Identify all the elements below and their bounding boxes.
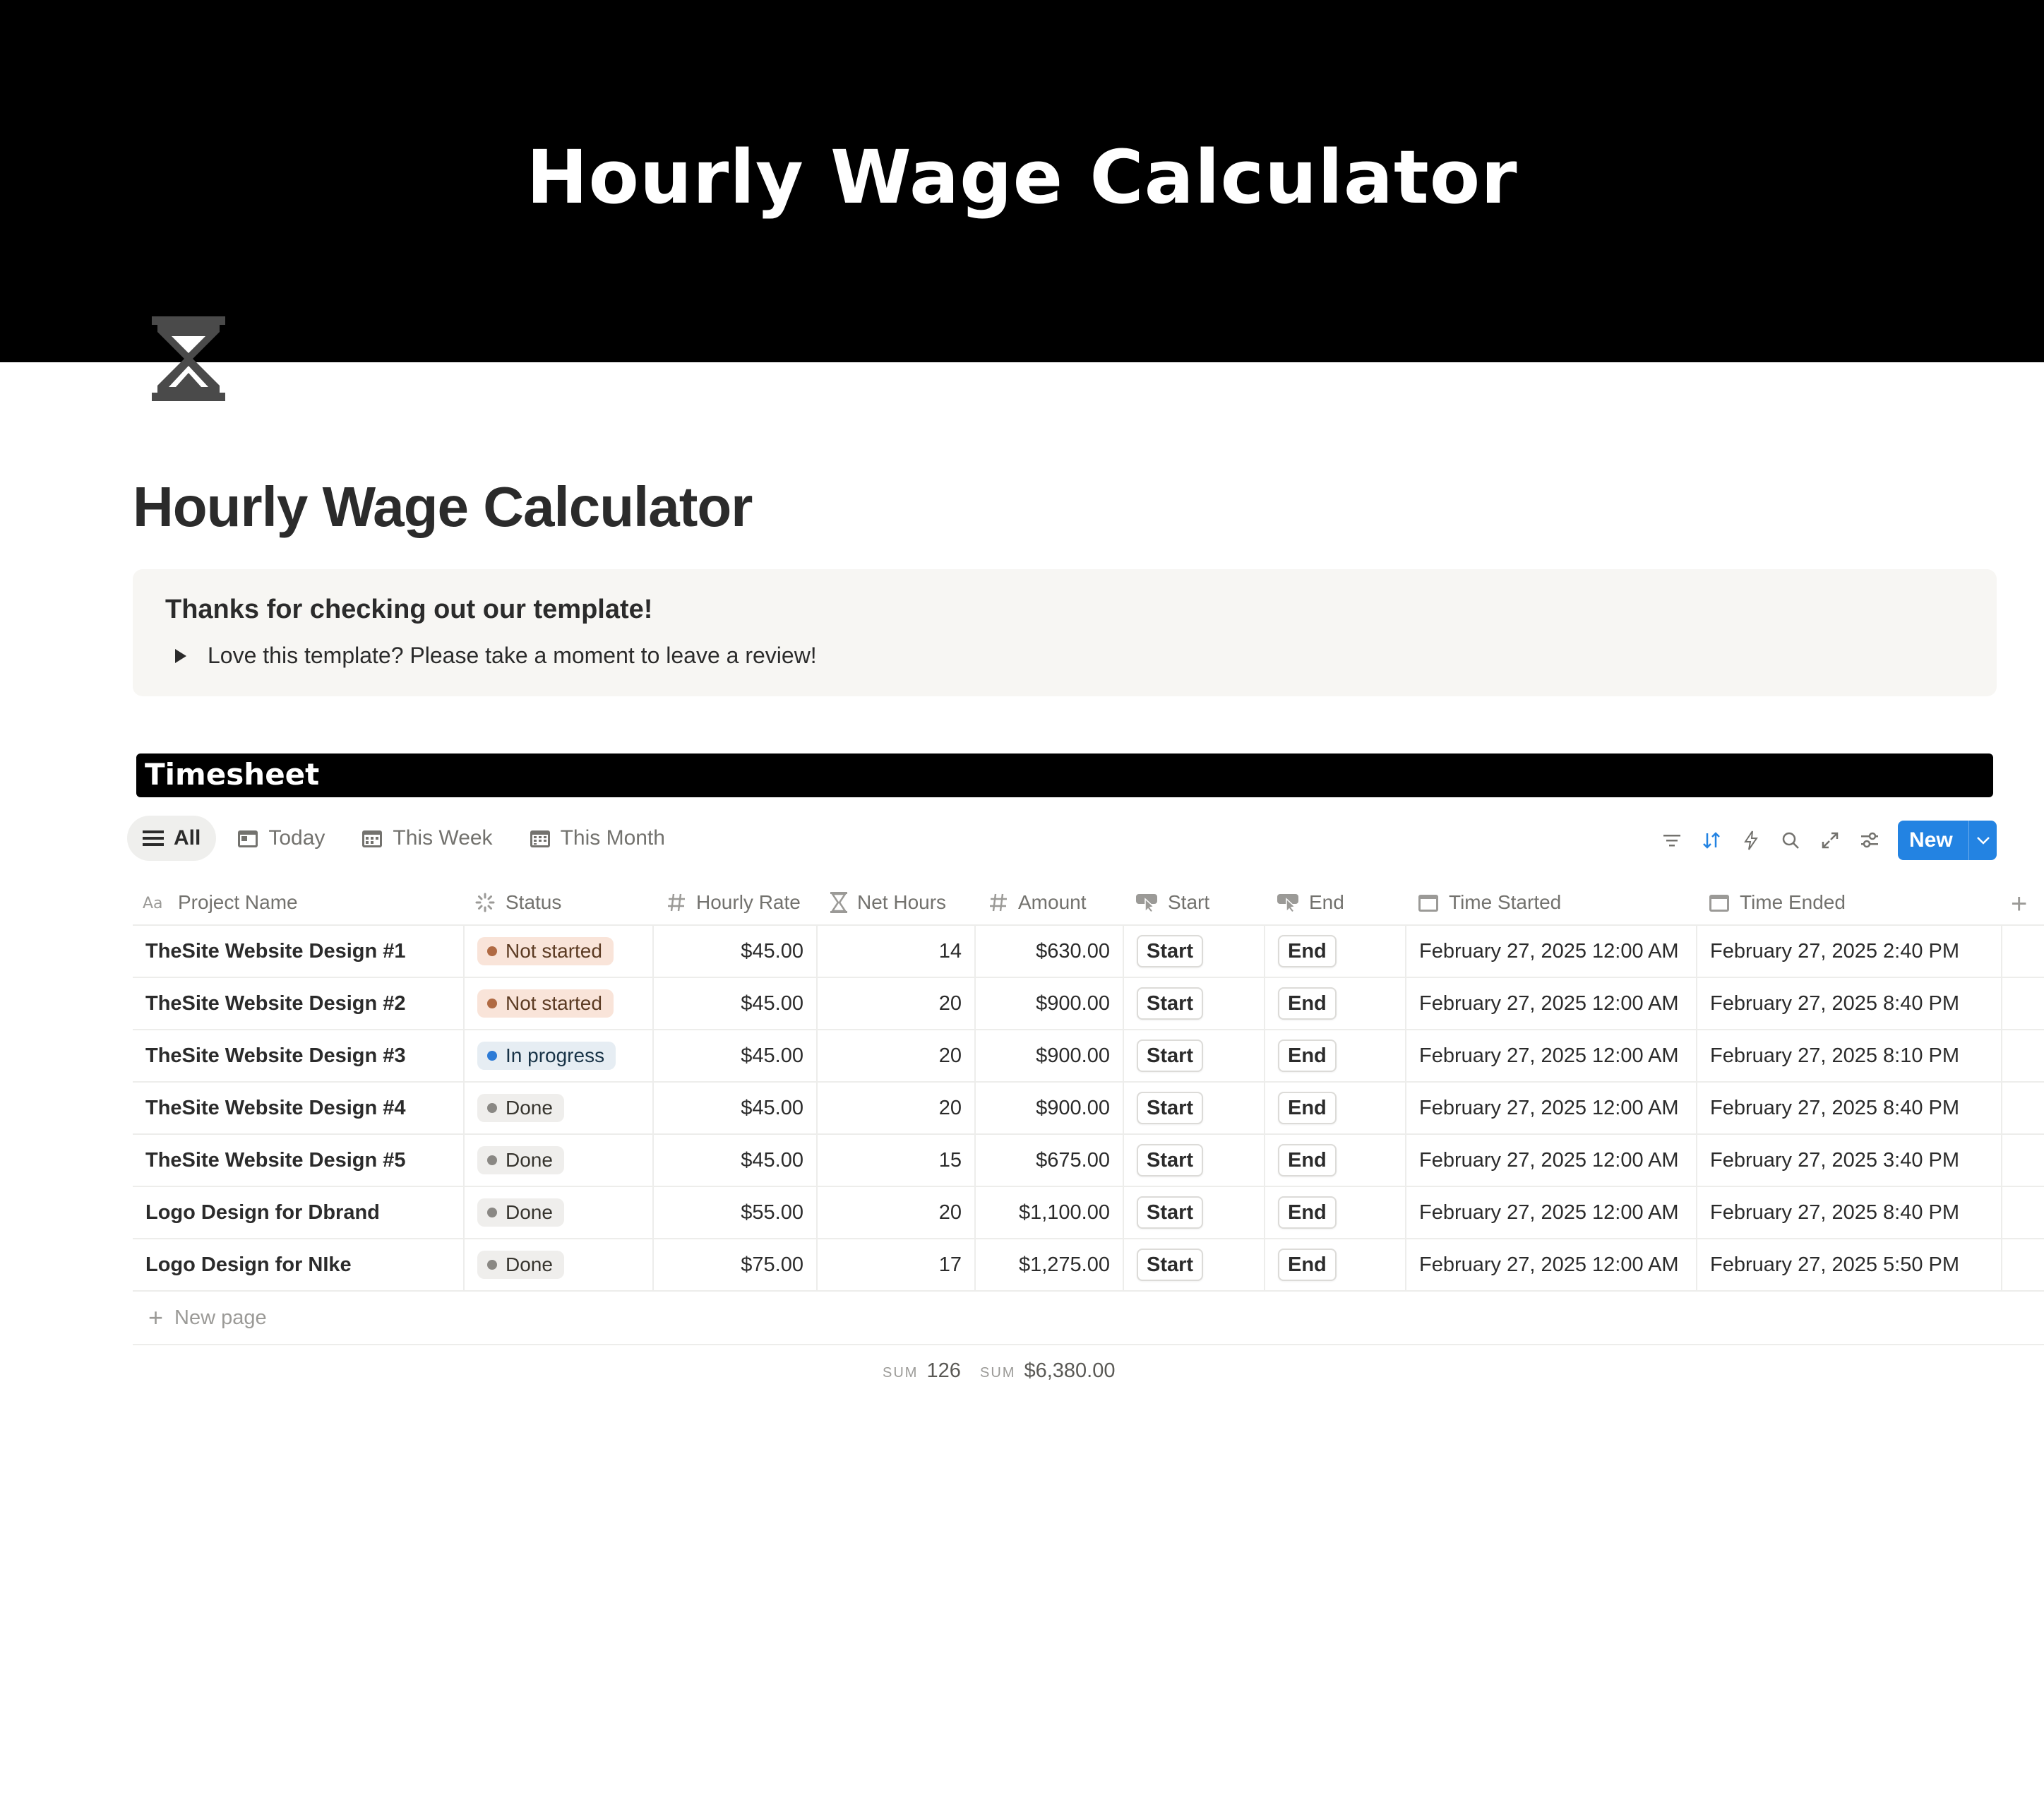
start-timer-button[interactable]: Start [1137,1040,1203,1072]
cell-end[interactable] [1265,1239,1406,1290]
cell-project-name[interactable]: TheSite Website Design #2 [133,978,465,1029]
svg-text:Aa: Aa [143,895,163,911]
cell-start[interactable] [1124,1135,1265,1186]
column-header-hourly-rate[interactable]: Hourly Rate [667,879,801,926]
column-header-time-ended[interactable]: Time Ended [1709,879,1846,926]
cell-start[interactable] [1124,1187,1265,1238]
cell-time-started[interactable]: February 27, 2025 12:00 AM [1406,978,1697,1029]
plus-icon: + [148,1303,164,1332]
cell-project-name[interactable]: Logo Design for Dbrand [133,1187,465,1238]
callout-block [133,569,1997,696]
new-button[interactable] [1898,821,1997,860]
review-toggle[interactable] [175,643,817,669]
timesheet-banner [136,753,1993,797]
cell-status[interactable] [465,1135,654,1186]
sum-net-hours[interactable]: SUM 126 [883,1359,961,1382]
table-row[interactable] [133,1083,2044,1135]
cell-net-hours[interactable]: 17 [818,1239,976,1290]
status-badge[interactable]: Done [477,1198,564,1227]
cell-time-started[interactable]: February 27, 2025 12:00 AM [1406,1135,1697,1186]
toggle-text: Love this template? Please take a moment to leave a review! [208,643,817,668]
cell-time-started[interactable]: February 27, 2025 12:00 AM [1406,1187,1697,1238]
filter-icon[interactable] [1652,821,1692,860]
cell-time-ended[interactable]: February 27, 2025 5:50 PM [1697,1239,2002,1290]
table-row[interactable] [133,926,2044,978]
tab-today[interactable] [222,816,340,861]
status-dot-icon [487,1260,497,1270]
table-row[interactable] [133,1135,2044,1187]
end-timer-button[interactable]: End [1278,1144,1337,1177]
cell-time-ended[interactable]: February 27, 2025 8:40 PM [1697,1187,2002,1238]
cell-status[interactable] [465,1083,654,1133]
end-timer-button[interactable]: End [1278,1249,1337,1281]
start-timer-button[interactable]: Start [1137,987,1203,1020]
cell-hourly-rate[interactable]: $55.00 [654,1187,818,1238]
cell-time-started[interactable]: February 27, 2025 12:00 AM [1406,926,1697,977]
cell-hourly-rate[interactable]: $45.00 [654,1083,818,1133]
status-dot-icon [487,1051,497,1061]
calendar-month-icon [530,828,551,848]
start-timer-button[interactable]: Start [1137,935,1203,967]
cell-time-ended[interactable]: February 27, 2025 3:40 PM [1697,1135,2002,1186]
automation-lightning-icon[interactable] [1731,821,1771,860]
cell-amount[interactable]: $1,100.00 [976,1187,1124,1238]
new-page-label: New page [174,1306,267,1329]
hourglass-property-icon [830,892,847,913]
column-header-project-name[interactable]: Aa Project Name [143,891,298,913]
status-badge[interactable]: In progress [477,1042,616,1070]
cell-amount[interactable]: $1,275.00 [976,1239,1124,1290]
cell-hourly-rate[interactable]: $45.00 [654,1135,818,1186]
database-toolbar [1652,821,1889,860]
status-dot-icon [487,1103,497,1113]
new-button-label: New [1909,828,1953,852]
cover-image [0,0,2044,362]
tab-today-label: Today [268,826,325,850]
number-property-icon [988,892,1008,913]
table-row[interactable] [133,1030,2044,1083]
start-timer-button[interactable]: Start [1137,1249,1203,1281]
cell-amount[interactable]: $900.00 [976,978,1124,1029]
column-header-time-started[interactable]: Time Started [1418,879,1561,926]
status-badge[interactable]: Not started [477,937,614,965]
table-body [133,926,2044,1292]
number-property-icon [667,892,686,913]
calendar-week-icon [361,828,383,848]
status-dot-icon [487,1155,497,1165]
add-column-button[interactable]: + [2011,888,2028,919]
cell-net-hours[interactable]: 20 [818,1030,976,1081]
cell-time-started[interactable]: February 27, 2025 12:00 AM [1406,1239,1697,1290]
column-header-start[interactable]: Start [1135,879,1209,926]
cover-title: Hourly Wage Calculator [526,134,1518,220]
column-header-status[interactable]: Status [474,879,561,926]
cell-start[interactable] [1124,978,1265,1029]
tab-all-label: All [174,826,201,850]
status-dot-icon [487,946,497,956]
cell-project-name[interactable]: TheSite Website Design #3 [133,1030,465,1081]
start-timer-button[interactable]: Start [1137,1144,1203,1177]
sort-icon[interactable] [1692,821,1731,860]
cell-start[interactable] [1124,1239,1265,1290]
timesheet-banner-text: Timesheet [145,757,320,792]
cell-hourly-rate[interactable]: $45.00 [654,978,818,1029]
new-page-button[interactable] [133,1292,2044,1345]
cell-net-hours[interactable]: 20 [818,978,976,1029]
cell-end[interactable] [1265,1083,1406,1133]
cell-time-ended[interactable]: February 27, 2025 2:40 PM [1697,926,2002,977]
end-timer-button[interactable]: End [1278,987,1337,1020]
expand-icon[interactable] [1810,821,1850,860]
cell-status[interactable] [465,1030,654,1081]
cell-end[interactable] [1265,978,1406,1029]
status-badge[interactable]: Done [477,1146,564,1174]
chevron-down-icon[interactable] [1969,835,1997,845]
text-property-icon [143,894,168,911]
tab-this-week-label: This Week [393,826,493,850]
table-footer-sums [133,1345,2044,1395]
cell-project-name[interactable]: TheSite Website Design #1 [133,926,465,977]
calendar-day-icon [237,828,258,848]
button-property-icon [1135,892,1158,913]
table-row[interactable] [133,1239,2044,1292]
date-property-icon [1418,893,1439,912]
tab-this-month-label: This Month [560,826,665,850]
cell-time-ended[interactable]: February 27, 2025 8:10 PM [1697,1030,2002,1081]
cell-start[interactable] [1124,926,1265,977]
cell-end[interactable] [1265,1187,1406,1238]
end-timer-button[interactable]: End [1278,935,1337,967]
timesheet-table [133,879,2044,1395]
cell-time-started[interactable]: February 27, 2025 12:00 AM [1406,1083,1697,1133]
column-header-end[interactable]: End [1277,879,1344,926]
cell-net-hours[interactable]: 15 [818,1135,976,1186]
list-icon [143,829,164,847]
cell-end[interactable] [1265,926,1406,977]
cell-end[interactable] [1265,1030,1406,1081]
cell-amount[interactable]: $900.00 [976,1030,1124,1081]
cell-amount[interactable]: $900.00 [976,1083,1124,1133]
start-timer-button[interactable]: Start [1137,1196,1203,1229]
cell-net-hours[interactable]: 20 [818,1187,976,1238]
tab-this-week[interactable] [346,816,508,861]
status-badge[interactable]: Done [477,1094,564,1122]
start-timer-button[interactable]: Start [1137,1092,1203,1124]
sum-amount[interactable]: SUM $6,380.00 [980,1359,1116,1382]
cell-time-ended[interactable]: February 27, 2025 8:40 PM [1697,978,2002,1029]
cell-status[interactable] [465,1239,654,1290]
cell-project-name[interactable]: TheSite Website Design #5 [133,1135,465,1186]
status-dot-icon [487,1208,497,1217]
column-header-net-hours[interactable]: Net Hours [830,879,946,926]
hourglass-icon[interactable] [152,316,225,401]
search-icon[interactable] [1771,821,1810,860]
end-timer-button[interactable]: End [1278,1092,1337,1124]
cell-hourly-rate[interactable]: $45.00 [654,926,818,977]
button-property-icon [1277,892,1299,913]
status-property-icon [474,892,496,913]
column-header-amount[interactable]: Amount [988,879,1087,926]
cell-amount[interactable]: $675.00 [976,1135,1124,1186]
cell-status[interactable] [465,1187,654,1238]
cell-start[interactable] [1124,1083,1265,1133]
status-badge[interactable]: Not started [477,989,614,1018]
cell-status[interactable] [465,926,654,977]
status-badge[interactable]: Done [477,1251,564,1279]
tab-all[interactable] [127,816,216,861]
cell-time-started[interactable]: February 27, 2025 12:00 AM [1406,1030,1697,1081]
settings-sliders-icon[interactable] [1850,821,1889,860]
cell-end[interactable] [1265,1135,1406,1186]
status-dot-icon [487,999,497,1008]
cell-project-name[interactable]: Logo Design for NIke [133,1239,465,1290]
end-timer-button[interactable]: End [1278,1196,1337,1229]
toggle-triangle-icon[interactable] [175,649,186,663]
cell-project-name[interactable]: TheSite Website Design #4 [133,1083,465,1133]
end-timer-button[interactable]: End [1278,1040,1337,1072]
cell-amount[interactable]: $630.00 [976,926,1124,977]
callout-heading: Thanks for checking out our template! [165,595,653,624]
cell-start[interactable] [1124,1030,1265,1081]
cell-status[interactable] [465,978,654,1029]
cell-net-hours[interactable]: 14 [818,926,976,977]
cell-hourly-rate[interactable]: $45.00 [654,1030,818,1081]
date-property-icon [1709,893,1730,912]
cell-time-ended[interactable]: February 27, 2025 8:40 PM [1697,1083,2002,1133]
tab-this-month[interactable] [514,816,681,861]
table-row[interactable] [133,978,2044,1030]
view-tabs [127,816,686,861]
page-title[interactable]: Hourly Wage Calculator [133,475,753,538]
table-row[interactable] [133,1187,2044,1239]
cell-hourly-rate[interactable]: $75.00 [654,1239,818,1290]
table-header [133,879,2044,926]
cell-net-hours[interactable]: 20 [818,1083,976,1133]
